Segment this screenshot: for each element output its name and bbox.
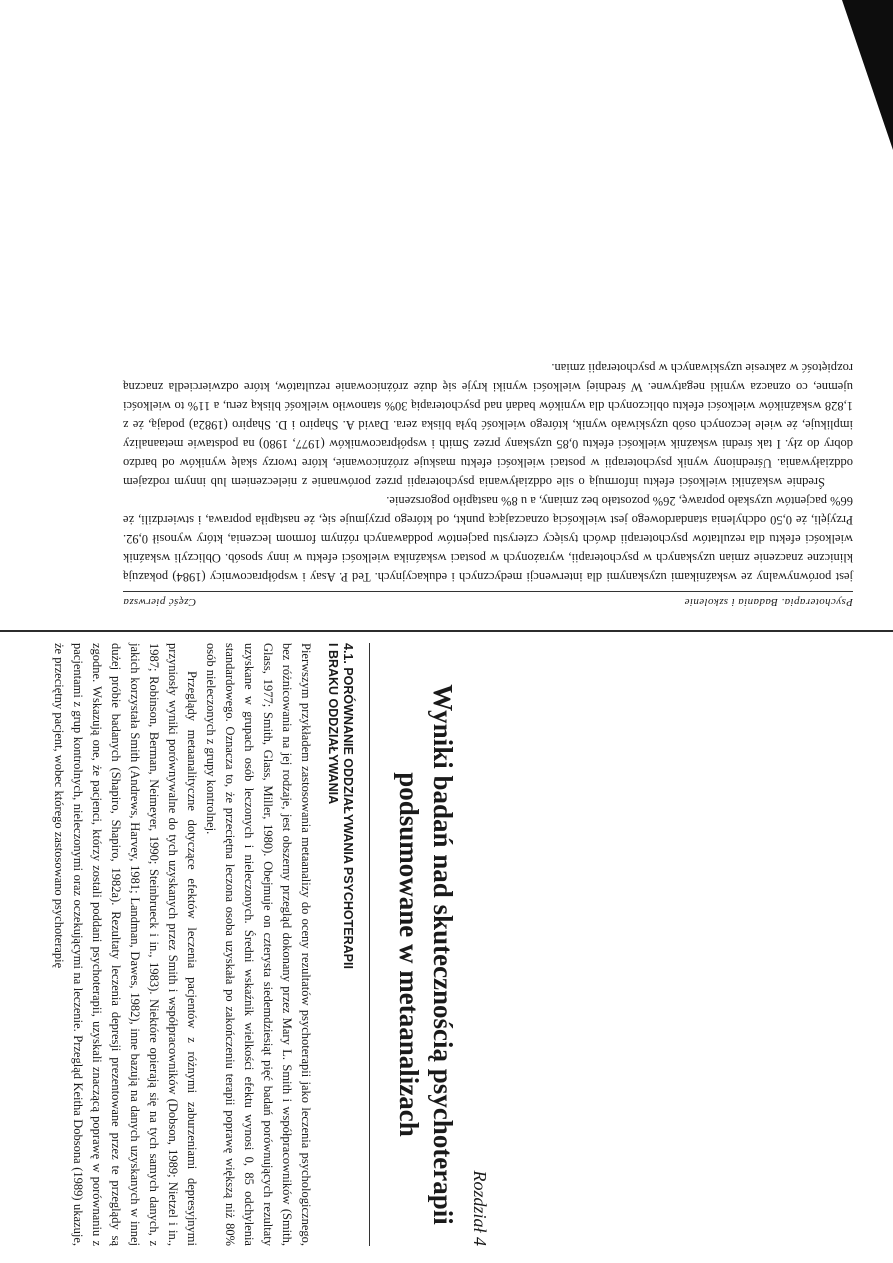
header-rule (123, 591, 853, 592)
chapter-rule (369, 643, 370, 1246)
upper-page-body (123, 358, 853, 586)
chapter-title-line: podsumowane w metaanalizach (394, 772, 424, 1137)
paragraph: Średnie wskaźniki wielkości efektu informują o sile oddziaływania psychoterapii przez porównanie z nieleczeniem lub innym rodzajem oddziaływania. Uśredniony wynik psychoterapii w postaci wielkości efektu maskuje zróżnicowanie, które tworzy skalę wyników od bardzo dobry do zły. I tak średni wskaźnik wielkości efektu 0,85 uzyskany przez Smith i współpracowników (1977, 1980) na podstawie metaanalizy implikuje, że wiele leczonych osób uzyskiwało wynik, którego wielkość była bliska zera. David A. Shapiro i D. Shapiro (1982a) podają, że z 1,828 wskaźników wielkości efektu obliczonych dla wyników badań nad psychoterapią 30% stanowiło wielkość bliską zeru, a 11% to wielkości ujemne, co oznacza wyniki negatywne. W średniej wielkości wyniki kryje się duże zróżnicowanie rezultatów, które odzwierciedla znaczną rozpiętość w zakresie uzyskiwanych w psychoterapii zmian. (123, 361, 853, 489)
chapter-label: Rozdział 4 (470, 1170, 490, 1246)
chapter-title-line: Wyniki badań nad skutecznością psychoterapii (428, 684, 458, 1225)
upper-page (123, 20, 853, 610)
section-heading (325, 643, 355, 1246)
page-fold-line (0, 630, 893, 632)
paragraph: jest porównywalny ze wskaźnikami uzyskanymi dla interwencji medycznych i edukacyjnych. Ted P. Asay i współpracownicy (1984) pokazują kliniczne znaczenie zmian uzyskanych w psychoterapii, wyrażonych w postaci wskaźnika wielkości efektu w inny sposób. Obliczyli wskaźnik wielkości efektu dla rezultatów psychoterapii dwóch tysięcy czterystu pacjentów poddawanych różnym formom leczenia, który wynosił 0,92. Przyjęli, że 0,50 odchylenia standardowego jest wielkością oznaczającą punkt, od którego przyjmuje się, że nastąpiła poprawa, i stwierdzili, że 66% pacjentów uzyskało poprawę, 26% pozostało bez zmiany, a u 8% nastąpiło pogorszenie. (123, 494, 853, 584)
paragraph: Pierwszym przykładem zastosowania metaanalizy do oceny rezultatów psychoterapii jako leczenia psychologicznego, bez różnicowania na jej rodzaje, jest obszerny przegląd dokonany przez Mary L. Smith i współpracowników (Smith, Glass, 1977; Smith, Glass, Miller, 1980). Obejmuje on czterysta siedemdziesiąt pięć badań porównujących rezultaty uzyskane w grupach osób leczonych i nieleczonych. Średni wskaźnik wielkości efektu wynosi 0, 85 odchylenia standardowego. Oznacza to, że przeciętna leczona osoba uzyskała po zakończeniu terapii poprawę większą niż 80% osób nieleczonych z grupy kontrolnej. (204, 643, 313, 1246)
lower-page (0, 643, 705, 1246)
lower-page-body (49, 643, 315, 1246)
paragraph: Przeglądy metaanalityczne dotyczące efektów leczenia pacjentów z różnymi zaburzeniami depresyjnymi przyniosły wyniki porównywalne do tych uzyskanych przez Smith i współpracowników (Dobson, 1989; Nietzel i in., 1987; Robinson, Berman, Neimeyer, 1990; Steinbrueck i in., 1983). Niektóre opierają się na tych samych danych, z jakich korzystała Smith (Andrews, Harvey, 1981; Landman, Dawes, 1982), inne bazują na danych uzyskanych w innej dużej próbie badanych (Shapiro, Shapiro, 1982a). Rezultaty leczenia depresji prezentowane przez te przeglądy są zgodne. Wskazują one, że pacjenci, którzy zostali poddani psychoterapii, uzyskali znaczącą poprawę w porównaniu z pacjentami z grup kontrolnych, nieleczonymi oraz oczekującymi na leczenie. Przegląd Keitha Dobsona (1989) ukazuje, że przeciętny pacjent, wobec którego zastosowano psychoterapię (52, 643, 199, 1246)
chapter-title (392, 663, 460, 1246)
running-head-left: Psychoterapia. Badania i szkolenie (684, 596, 853, 608)
section-heading-line: I BRAKU ODDZIAŁYWANIA (326, 643, 340, 805)
section-heading-line: 4.1. PORÓWNANIE ODDZIAŁYWANIA PSYCHOTERAPII (341, 643, 355, 969)
running-head-right: Część pierwsza (123, 596, 197, 608)
running-head (123, 590, 853, 608)
